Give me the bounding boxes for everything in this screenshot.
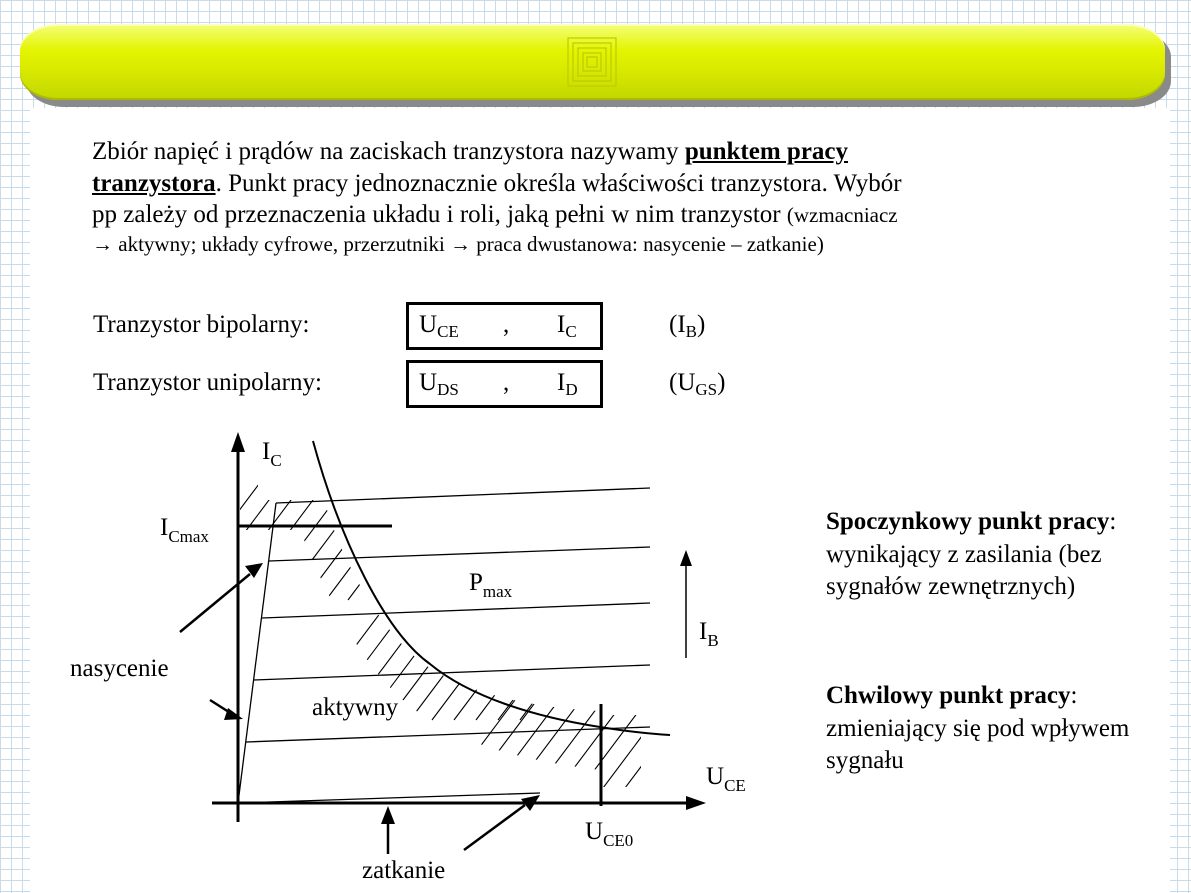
cutoff-pointer-arrows (388, 805, 525, 854)
bipolar-separator: , (503, 311, 510, 338)
cutoff-label: zatkanie (362, 857, 446, 884)
intro-text-1: Zbiór napięć i prądów na zaciskach tranzystora nazywamy (92, 138, 685, 165)
x-axis-arrowhead (686, 796, 706, 810)
cutoff-arrowhead-1 (381, 806, 395, 824)
ib-label: $I_B$ (699, 618, 719, 650)
icmax-label: $I_{Cmax}$ (160, 514, 209, 546)
instantaneous-point-note: Chwilowy punkt pracy: zmieniający się pod wpływem sygnału (826, 682, 1130, 774)
diagram-axes (212, 448, 690, 822)
saturation-label: nasycenie (70, 655, 169, 682)
bipolar-current-symbol: $I_C$ (557, 311, 577, 342)
intro-text-5: → aktywny; układy cyfrowe, przerzutniki → praca dwustanowa: nasycenie – zatkanie) (92, 231, 824, 256)
unipolar-control-symbol: $(U_{GS})$ (669, 369, 726, 400)
bipolar-voltage-symbol: $U_{CE}$ (419, 311, 459, 342)
unipolar-label: Tranzystor unipolarny: (93, 369, 322, 396)
bipolar-control-symbol: $(I_B)$ (669, 311, 706, 342)
hatched-forbidden-region (150, 480, 758, 800)
bipolar-label: Tranzystor bipolarny: (93, 311, 310, 338)
intro-keyword-2: tranzystora (92, 169, 216, 197)
intro-text-4: (wzmacniacz (786, 203, 898, 227)
unipolar-voltage-symbol: $U_{DS}$ (419, 369, 459, 400)
quiescent-point-note: Spoczynkowy punkt pracy: wynikający z zasilania (bez sygnałów zewnętrznych) (826, 508, 1117, 600)
unipolar-separator: , (503, 369, 510, 396)
intro-text-2: . Punkt pracy jednoznacznie określa właściwości tranzystora. Wybór (215, 169, 902, 197)
unipolar-current-symbol: $I_D$ (557, 369, 578, 400)
y-axis-label: $I_C$ (262, 438, 282, 470)
y-axis-arrowhead (231, 432, 245, 452)
active-region-label: aktywny (312, 694, 399, 721)
ib-increase-arrow (680, 550, 692, 658)
x-axis-label: $U_{CE}$ (706, 763, 746, 795)
intro-keyword-1: punktem pracy (684, 138, 849, 165)
pmax-label: $P_{max}$ (469, 569, 513, 601)
output-characteristic-curves (238, 488, 650, 803)
intro-text-3: pp zależy od przeznaczenia układu i roli, jaką pełni w nim tranzystor (92, 201, 787, 228)
uce0-label: $U_{CE0}$ (585, 818, 634, 850)
